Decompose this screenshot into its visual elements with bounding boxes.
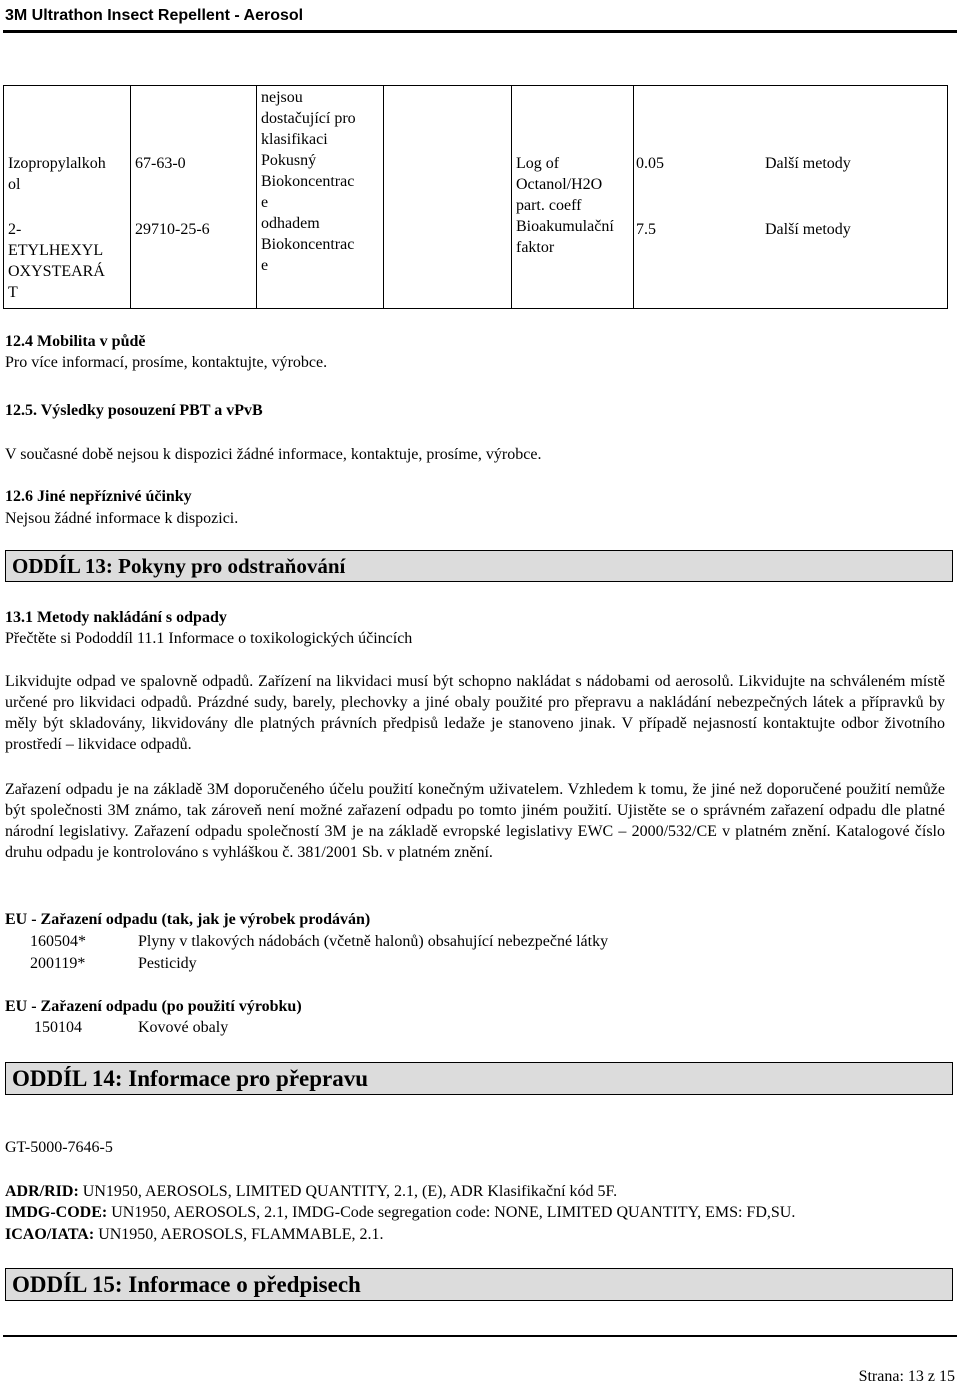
heading-eu-sold: EU - Zařazení odpadu (tak, jak je výrobek prodáván) [5,911,371,928]
icao-label: ICAO/IATA: [5,1226,95,1243]
substance-line: Izopropylalkoh [8,155,106,172]
text-12-6: Nejsou žádné informace k dispozici. [5,510,239,527]
endpoint-line: Bioakumulační [516,218,614,235]
section-13-title: ODDÍL 13: Pokyny pro odstraňování [5,550,953,582]
transport-code: GT-5000-7646-5 [5,1139,113,1156]
value-method-cell [634,86,948,309]
adr-text: UN1950, AEROSOLS, LIMITED QUANTITY, 2.1, (E), ADR Klasifikační kód 5F. [78,1183,618,1200]
ecotox-table [3,85,948,309]
heading-12-5: 12.5. Výsledky posouzení PBT a vPvB [5,402,263,419]
imdg-text: UN1950, AEROSOLS, 2.1, IMDG-Code segregation code: NONE, LIMITED QUANTITY, EMS: FD,SU. [107,1204,796,1221]
substance-line: ol [8,176,21,193]
method-text: Další metody [765,221,851,238]
substance-cell [4,86,131,309]
text-13-ref: Přečtěte si Pododdíl 11.1 Informace o toxikologických účincích [5,630,413,647]
substance-line: ETYLHEXYL [8,242,104,259]
cas-cell [131,86,257,309]
endpoint-line: Log of [516,155,560,172]
test-type-line: odhadem [261,215,320,232]
waste-description: Kovové obaly [138,1019,229,1036]
test-type-line: e [261,194,269,211]
imdg-line [5,1202,795,1223]
substance-line: T [8,284,18,301]
section-15-title: ODDÍL 15: Informace o předpisech [5,1268,953,1301]
fragment-line: dostačující pro [261,110,356,127]
document-title: 3M Ultrathon Insect Repellent - Aerosol [5,7,304,24]
icao-line [5,1224,384,1245]
header-divider [3,30,957,33]
cas-number: 29710-25-6 [135,221,210,238]
substance-line: OXYSTEARÁ [8,263,105,280]
page-number: Strana: 13 z 15 [858,1368,955,1385]
test-type-line: Biokoncentrac [261,236,355,253]
heading-12-4: 12.4 Mobilita v půdě [5,333,146,350]
heading-eu-used: EU - Zařazení odpadu (po použití výrobku) [5,998,302,1015]
icao-text: UN1950, AEROSOLS, FLAMMABLE, 2.1. [94,1226,384,1243]
method-text: Další metody [765,155,851,172]
imdg-label: IMDG-CODE: [5,1204,108,1221]
test-type-line: e [261,257,269,274]
waste-description: Plyny v tlakových nádobách (včetně halonů) obsahující nebezpečné látky [138,933,609,950]
endpoint-line: Octanol/H2O [516,176,603,193]
adr-label: ADR/RID: [5,1183,79,1200]
waste-code: 150104 [34,1019,82,1036]
test-type-cell [257,86,384,309]
heading-13-1: 13.1 Metody nakládání s odpady [5,609,227,626]
value-text: 7.5 [636,221,656,238]
paragraph-disposal: Likvidujte odpad ve spalovně odpadů. Zařízení na likvidaci musí být schopno nakládat s nádobami od aerosolů. Likvidujte na schváleném místě určené pro likvidaci odpadů. Prázdné sudy, barely, plechovky a jiné obaly použité pro přepravu a nakládání nebezpečných látek a přípravků by měly být skladovány, likvidovány dle platných právních předpisů ledaže je stanoveno jinak. V případě nejasností kontaktujte odbor životního prostředí – likvidace odpadů. [5,673,945,753]
footer-divider [3,1335,957,1337]
empty-cell [384,86,512,309]
value-text: 0.05 [636,155,664,172]
fragment-line: klasifikaci [261,131,328,148]
cas-number: 67-63-0 [135,155,186,172]
paragraph-classification: Zařazení odpadu je na základě 3M doporučeného účelu použití konečným uživatelem. Vzhledem k tomu, že jiné než doporučené použití nemůže být společnosti 3M známo, tak zároveň není možné zařazení odpadu po tomto jiném použití. Ujistěte se o správném zařazení odpadu dle platné národní legislativy. Zařazení odpadu společností 3M je na základě evropské legislativy EWC – 2000/532/CE v platném znění. Katalogové číslo druhu odpadu je kontrolováno s vyhláškou č. 381/2001 Sb. v platném znění. [5,781,945,861]
test-type-line: Biokoncentrac [261,173,355,190]
endpoint-line: faktor [516,239,555,256]
heading-12-6: 12.6 Jiné nepříznivé účinky [5,488,192,505]
endpoint-cell [512,86,634,309]
fragment-line: nejsou [261,89,303,106]
substance-line: 2- [8,221,22,238]
section-14-title: ODDÍL 14: Informace pro přepravu [5,1062,953,1095]
test-type-line: Pokusný [261,152,317,169]
waste-code: 200119* [30,955,86,972]
adr-line [5,1181,617,1202]
text-12-4: Pro více informací, prosíme, kontaktujte, výrobce. [5,354,328,371]
endpoint-line: part. coeff [516,197,582,214]
waste-description: Pesticidy [138,955,197,972]
text-12-5: V současné době nejsou k dispozici žádné informace, kontaktuje, prosíme, výrobce. [5,446,542,463]
waste-code: 160504* [30,933,86,950]
